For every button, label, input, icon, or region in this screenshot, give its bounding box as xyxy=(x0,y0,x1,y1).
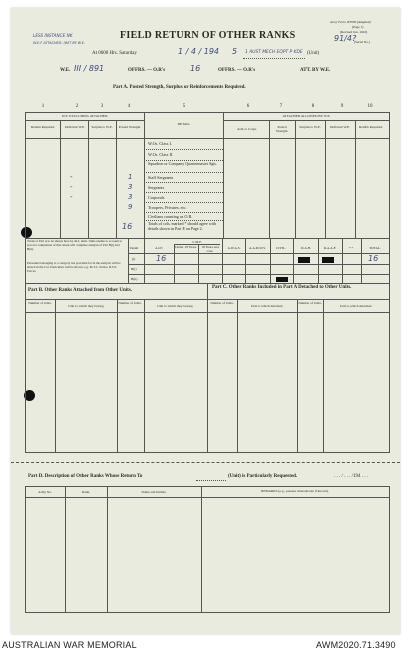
analysis-row-label: B(i) xyxy=(131,267,137,271)
rule xyxy=(128,274,390,275)
col-line xyxy=(223,112,224,238)
rule xyxy=(144,202,223,203)
analysis-header: TOTAL. xyxy=(369,246,381,250)
col-num: 5 xyxy=(182,104,186,109)
accession-number: AWM2020.71.3490 xyxy=(316,640,396,650)
handwritten-total: 16 xyxy=(122,222,133,231)
col-line xyxy=(270,238,271,283)
row-label: Staff Sergeants xyxy=(148,175,174,180)
col-line xyxy=(237,299,238,452)
detail-label: Detail xyxy=(130,246,139,250)
handwritten-note-2: W.E.F ATTACHED: (WIT BY W.E. xyxy=(33,41,86,45)
header-surplus: Surplus to W.E. xyxy=(91,125,113,129)
form-sheet xyxy=(11,8,400,634)
rule xyxy=(196,480,226,481)
col-num: 1 xyxy=(41,104,45,109)
col-line xyxy=(201,486,202,612)
col-line xyxy=(293,238,294,283)
col-line xyxy=(245,238,246,283)
analysis-total-value: 16 xyxy=(368,254,379,263)
col-num: 4 xyxy=(127,104,131,109)
handwritten-corporals: 3 xyxy=(128,193,133,201)
analysis-header: CIVIL. xyxy=(276,246,286,250)
col-num: 3 xyxy=(100,104,104,109)
row-label: Sergeants xyxy=(148,185,165,190)
analysis-row-label: B(ii) xyxy=(131,277,138,281)
analysis-header: Under 18 Years. xyxy=(175,245,197,249)
col-line xyxy=(144,299,145,452)
serial-number-label: (Serial No.) xyxy=(354,40,371,44)
header-arm-corps: Arm or Corps. xyxy=(237,127,257,131)
rule xyxy=(223,120,389,121)
part-b-header: Number of O.Rs. xyxy=(118,301,142,305)
analysis-header: D.A.H. xyxy=(301,246,311,250)
part-c-title: Part C. Other Ranks Included in Part A Detached to Other Units. xyxy=(212,285,352,290)
col-line xyxy=(207,283,208,452)
we-value: III / 891 xyxy=(74,64,105,73)
header-surplus-r: Surplus to W.E. xyxy=(299,125,321,129)
col-line xyxy=(342,238,343,283)
analysis-note: Totals of Part A to be shown here by ALL units. Units unable to account to zero for completion of this return will complete analysis of Part B(i) and B(ii). xyxy=(27,239,123,251)
row-label: Totals of cols. marked * should agree with details shown in Part E on Page 2. xyxy=(148,221,216,231)
rule xyxy=(25,299,390,300)
part-b-title: Part B. Other Ranks Attached from Other Units. xyxy=(28,288,133,293)
handwritten-note-1: LESS INSTANCE NK xyxy=(33,33,73,38)
or-value: 16 xyxy=(190,64,201,73)
serial-number-value: 91/4? xyxy=(334,34,357,43)
left-group-header: W.E. EXCLUDING ATTACHED. xyxy=(61,114,109,118)
table-border xyxy=(25,112,390,113)
analysis-header: A.A.M.W.S. xyxy=(249,246,266,250)
col-line xyxy=(144,238,145,283)
table-border xyxy=(25,112,26,452)
col-line xyxy=(55,299,56,452)
table-border xyxy=(25,486,26,612)
row-label: Squadron or Company Quartermaster Sgts. xyxy=(148,161,217,166)
header-reinfts-required: Relatin Required. xyxy=(31,125,55,129)
header-posted-strength: Posted Strength. xyxy=(118,125,142,129)
part-b-header: Number of O.Rs. xyxy=(28,301,52,305)
part-a-title: Part A. Posted Strength, Surplus or Reinforcements Required. xyxy=(113,85,246,90)
rule xyxy=(144,192,223,193)
col-line xyxy=(117,299,118,452)
unit-value: 1 AUST MECH EQPT P KDE xyxy=(245,50,303,55)
rule xyxy=(25,612,390,613)
offrs-or-label-2: OFFRS. — O.R's xyxy=(218,68,256,73)
handwritten-troopers: 9 xyxy=(128,203,133,211)
part-c-header: Number of O.Rs. xyxy=(298,301,322,305)
header-deficient: Deficient W.E. xyxy=(64,125,86,129)
part-d-header: Name and Initials. xyxy=(141,490,167,494)
col-line xyxy=(361,238,362,283)
analysis-aif-value: 16 xyxy=(156,254,167,263)
col-line xyxy=(323,299,324,452)
rule xyxy=(128,264,390,265)
row-label: W.Os. Class II. xyxy=(148,152,174,157)
rule xyxy=(128,253,390,254)
blacked-out-cell xyxy=(276,277,288,282)
rule xyxy=(144,212,223,213)
page-number: (Page 1) xyxy=(352,25,364,29)
analysis-header: A.W.A.S. xyxy=(227,246,241,250)
at-label: At 0600 Hrs. Saturday xyxy=(92,51,137,56)
archive-name: AUSTRALIAN WAR MEMORIAL xyxy=(2,640,137,650)
handwritten-dash: - xyxy=(70,193,73,201)
col-num: 7 xyxy=(279,104,283,109)
analysis-header: R.A.A.F. xyxy=(323,246,337,250)
form-title: FIELD RETURN OF OTHER RANKS xyxy=(120,30,296,41)
part-c-header: Unit to which detached. xyxy=(250,304,284,308)
header-reinfts-r: Reinfts Required. xyxy=(359,125,383,129)
date-value: 1 / 4 / 194 xyxy=(178,47,220,56)
col-line xyxy=(107,486,108,612)
rule xyxy=(144,182,223,183)
col-num: 10 xyxy=(367,104,373,109)
col-line xyxy=(174,244,175,283)
part-d-header: Rank. xyxy=(81,490,90,494)
part-d-unit: (Unit) is Particularly Requested. xyxy=(228,474,298,479)
row-label: Troopers, Privates, etc. xyxy=(148,205,187,210)
analysis-row-label: (i) xyxy=(132,257,136,261)
handwritten-dash: - xyxy=(70,173,73,181)
col-num: 9 xyxy=(340,104,344,109)
col-line xyxy=(65,486,66,612)
col-line xyxy=(318,238,319,283)
rule xyxy=(144,149,223,150)
unit-underline xyxy=(243,58,305,59)
we-label: W.E. xyxy=(60,68,71,73)
part-d-header: Army No. xyxy=(38,490,52,494)
col-line xyxy=(128,238,129,283)
part-b-header: Unit to which they belong xyxy=(68,304,104,308)
header-posted: Posted Strength. xyxy=(275,125,289,133)
analysis-header: A.I.F. xyxy=(155,246,163,250)
offrs-or-label-1: OFFRS. — O.R's xyxy=(128,68,166,73)
row-label: Civilians counting as O.R. xyxy=(148,214,193,219)
part-d-header: REMARKS (e.g., present whereabouts if known). xyxy=(261,489,329,493)
cmf-label: C.M.F. xyxy=(192,240,202,244)
handwritten-sergeants: 3 xyxy=(128,183,133,191)
year-suffix: 5 xyxy=(232,47,238,56)
part-b-header: Unit to which they belong xyxy=(157,304,193,308)
rule xyxy=(25,312,390,313)
rule xyxy=(25,138,390,139)
revised-date: (Revised Jun. 1943) xyxy=(340,30,368,34)
blacked-out-cell xyxy=(298,257,310,263)
blacked-out-cell xyxy=(322,257,334,263)
right-group-header: ATTACHED ALLOWED BY W.E. xyxy=(282,114,331,118)
archive-footer xyxy=(0,639,409,653)
table-border xyxy=(389,112,390,452)
unit-label: (Unit) xyxy=(307,51,320,56)
fold-line xyxy=(11,462,400,463)
rule xyxy=(25,452,390,453)
col-num: 8 xyxy=(311,104,315,109)
col-num: 6 xyxy=(246,104,250,109)
part-d-title: Part D. Description of Other Ranks Whose Return To xyxy=(28,474,143,479)
analysis-header: 18 Years and over. xyxy=(201,245,219,253)
analysis-header: * * xyxy=(348,246,354,250)
rule xyxy=(25,120,144,121)
punch-hole-top xyxy=(21,227,32,238)
handwritten-staff-sgt: 1 xyxy=(128,173,133,181)
army-form-number: Army Form W3009 (Adapted) xyxy=(330,20,371,24)
analysis-note-2: Personnel belonging to a category not provided for in the analysis will be shown in the Col. Particulars will be shown, e.g. M.T.C. Police, R.S.S. Forces. xyxy=(27,261,121,273)
header-detail: DETAIL. xyxy=(177,122,191,126)
rule xyxy=(144,172,223,173)
row-label: W.Os. Class I. xyxy=(148,141,172,146)
table-border xyxy=(389,486,390,612)
header-deficient-r: Deficient W.E. xyxy=(329,125,351,129)
handwritten-dash: - xyxy=(70,183,73,191)
part-c-header: Unit to which detached. xyxy=(339,304,373,308)
rule xyxy=(25,486,390,487)
col-line xyxy=(198,244,199,283)
col-line xyxy=(222,238,223,283)
row-label: Corporals xyxy=(148,195,165,200)
rule xyxy=(25,497,390,498)
col-line xyxy=(297,299,298,452)
att-by-we-label: ATT. BY W.E. xyxy=(300,68,331,73)
part-d-date: . . . / . . . /194 . . . xyxy=(334,474,369,479)
col-num: 2 xyxy=(75,104,79,109)
part-c-header: Number of O.Rs. xyxy=(210,301,234,305)
